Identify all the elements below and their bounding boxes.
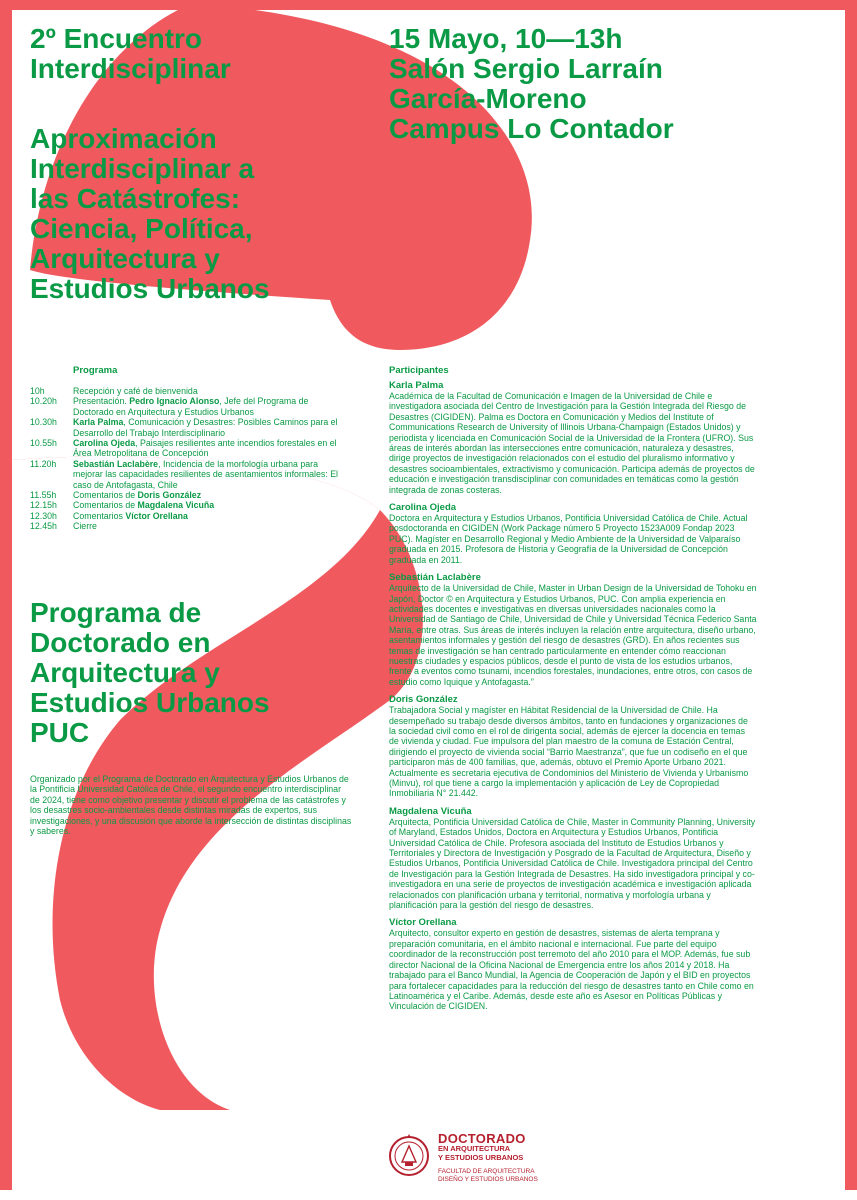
event-title-line: 2º Encuentro — [30, 23, 203, 54]
logo-faculty-1: FACULTAD DE ARQUITECTURA — [438, 1168, 535, 1175]
program-section — [30, 365, 345, 532]
participant-entry — [389, 917, 757, 1011]
schedule-row — [30, 500, 345, 510]
schedule-row — [30, 521, 345, 531]
participant-entry — [389, 572, 757, 687]
participant-entry — [389, 380, 757, 495]
participant-bio: Doctora en Arquitectura y Estudios Urbanos, Pontificia Universidad Católica de Chile. Actual posdoctoranda en CIGIDEN (Work Package número 5 Proyecto 1523A009 Fondap 2023 PUC). Magíster en Desarrollo Regional y Medio Ambiente de la Universidad de Valparaíso graduada en 2015. Profesora de Historia y Geografía de la Universidad de Concepción graduada en 2011. — [389, 513, 748, 565]
schedule-description — [73, 521, 345, 531]
participants-list — [389, 380, 757, 1012]
participant-bio: Arquitecto de la Universidad de Chile, Master in Urban Design de la Universidad de Tohoku en Japón, Doctor © en Arquitectura y Estudios Urbanos, PUC. Con amplia experiencia en actividades docentes e investigativas en diversas universidades nacionales como la Universidad de Santiago de Chile, Universidad de Chile y Universidad Técnica Federico Santa María, entre otras. Sus áreas de interés incluyen la relación entre arquitectura, diseño urbano, asentamientos informales y gestión del riesgo de desastres (GRD). En años recientes sus temas de investigación se han centrado particularmente en entender cómo reaccionan nuestras ciudades y espacios públicos, desde el punto de vista de los estudios urbanos, frente a eventos como tsunami, incendios forestales, inundaciones, entre otros, con casos de estudio como Iquique y Antofagasta.” — [389, 583, 757, 687]
schedule-description — [73, 386, 345, 396]
schedule-speaker: Pedro Ignacio Alonso — [129, 396, 220, 407]
event-subtitle-line: Interdisciplinar a — [30, 153, 255, 184]
event-subtitle-line: Estudios Urbanos — [30, 273, 270, 304]
event-subtitle — [30, 124, 370, 304]
participant-bio: Arquitecta, Pontificia Universidad Católica de Chile, Master in Community Planning, University of Maryland, Estados Unidos, Doctora en Arquitectura y Estudios Urbanos, Pontificia Universidad Católica de Chile. Profesora asociada del Instituto de Estudios Urbanos y Territoriales y Directora de Investigación y Posgrado de la Facultad de Arquitectura, Diseño y Estudios Urbanos, Pontificia Universidad Católica de Chile. Investigadora principal del Centro de Investigación para la Gestión Integrada de Desastres. Ha sido investigadora principal y co-investigadora en una serie de proyectos de investigación académica e investigación aplicada relacionados con planificación urbana y territorial, normativa y morfología urbana y planificación para la gestión del riesgo de desastres. — [389, 816, 756, 911]
schedule-time: 12.15h — [30, 500, 57, 511]
doctorado-title-line: Arquitectura y — [30, 657, 220, 688]
schedule-time: 11.55h — [30, 490, 57, 501]
participants-section — [389, 365, 757, 1012]
participant-name: Magdalena Vicuña — [389, 805, 472, 817]
event-info — [389, 24, 829, 144]
event-venue-line: Salón Sergio Larraín — [389, 53, 663, 84]
participant-name: Sebastián Laclabère — [389, 572, 481, 584]
schedule-text: Comentarios de — [73, 500, 138, 511]
schedule-time: 10.30h — [30, 417, 57, 428]
participant-entry — [389, 502, 757, 565]
event-subtitle-line: Arquitectura y — [30, 243, 220, 274]
schedule-text: , Incidencia de la morfología urbana para mejorar las capacidades resilientes de asentamientos informales: El caso de Antofagasta, Chile — [73, 458, 339, 490]
schedule-speaker: Sebastián Laclabère — [73, 458, 159, 469]
program-logo — [388, 1130, 588, 1190]
schedule-text: Cierre — [73, 521, 97, 532]
schedule-row — [30, 459, 345, 490]
event-title — [30, 24, 370, 84]
doctorado-title-line: Programa de — [30, 597, 202, 628]
logo-subtitle-1: EN ARQUITECTURA — [438, 1144, 511, 1153]
participant-entry — [389, 806, 757, 911]
schedule-time: 12.45h — [30, 521, 57, 532]
participant-name: Víctor Orellana — [389, 917, 457, 929]
schedule-row — [30, 386, 345, 396]
doctorado-title-line: Estudios Urbanos — [30, 687, 270, 718]
participant-bio: Trabajadora Social y magíster en Hábitat Residencial de la Universidad de Chile. Ha desempeñado su trabajo desde diversos ámbitos, tanto en fundaciones y organizaciones de la sociedad civil como en el rol de dirigenta social, además de ejercer la docencia en temas de vivienda y ciudad. Fue impulsora del plan maestro de la comuna de Estación Central, dirigiendo el proyecto de vivienda social “Barrio Maestranza”, que fue un codiseño en el que participaron más de 400 familias, que, además, obtuvo el Premio Aporte Urbano 2021. Actualmente es secretaria ejecutiva de Condominios del Ministerio de Vivienda y Urbanismo (Minvu), rol que tiene a cargo la implementación y aplicación de Ley de Copropiedad Inmobiliaria N° 21.442. — [389, 705, 749, 799]
doctorado-section — [30, 598, 360, 836]
program-schedule — [30, 386, 345, 532]
schedule-text: Comentarios de — [73, 490, 138, 501]
schedule-text: , Jefe del Programa de Doctorado en Arquitectura y Estudios Urbanos — [73, 396, 309, 417]
participant-name: Doris González — [389, 694, 458, 706]
schedule-description — [73, 511, 345, 521]
schedule-time: 12.30h — [30, 510, 57, 521]
logo-faculty-2: DISEÑO Y ESTUDIOS URBANOS — [438, 1175, 538, 1183]
schedule-row — [30, 490, 345, 500]
schedule-description — [73, 396, 345, 417]
schedule-description — [73, 459, 345, 490]
event-subtitle-line: las Catástrofes: — [30, 183, 241, 214]
doctorado-description: Organizado por el Programa de Doctorado en Arquitectura y Estudios Urbanos de la Pontificia Universidad Católica de Chile, el segundo encuentro interdisciplinar de 2024, tiene como objetivo presentar y discutir el problema de las catástrofes y los desastres socio-ambientales desde distintas miradas de expertos, sus investigaciones, y una discusión que aborde la intersección de distintas disciplinas y saberes. — [30, 774, 352, 837]
university-seal-icon — [388, 1132, 430, 1184]
participant-name: Karla Palma — [389, 380, 444, 391]
participant-name: Carolina Ojeda — [389, 502, 457, 514]
event-subtitle-line: Aproximación — [30, 123, 217, 154]
schedule-speaker: Magdalena Vicuña — [137, 500, 215, 511]
schedule-time: 10.20h — [30, 396, 57, 407]
doctorado-title-line: PUC — [30, 717, 90, 748]
event-venue-line: García-Moreno — [389, 83, 587, 114]
program-label: Programa — [73, 365, 118, 376]
schedule-row — [30, 511, 345, 521]
participants-label: Participantes — [389, 365, 449, 376]
schedule-time: 10h — [30, 386, 45, 396]
doctorado-title-line: Doctorado en — [30, 627, 211, 658]
schedule-description — [73, 500, 345, 510]
logo-title: DOCTORADO — [438, 1131, 526, 1146]
event-subtitle-line: Ciencia, Política, — [30, 213, 253, 244]
schedule-speaker: Carolina Ojeda — [73, 438, 136, 449]
logo-subtitle-2: Y ESTUDIOS URBANOS — [438, 1152, 524, 1162]
schedule-row — [30, 396, 345, 417]
schedule-text: , Comunicación y Desastres: Posibles Caminos para el Desarrollo del Trabajo Interdisciplinario — [73, 417, 338, 438]
schedule-row — [30, 438, 345, 459]
participant-bio: Arquitecto, consultor experto en gestión de desastres, sistemas de alerta temprana y preparación comunitaria, en el ámbito nacional e internacional. Fue parte del equipo coordinador de la reconstrucción post terremoto del año 2010 para el MOP. Además, fue sub director Nacional de la Oficina Nacional de Emergencia entre los años 2014 y 2018. Ha trabajado para el Banco Mundial, la Agencia de Cooperación de Japón y el BID en proyectos para fortalecer capacidades para la reducción del riesgo de desastres tanto en Chile como en Latinoamérica y el Caribe. Además, desde este año es Asesor en Políticas Públicas y Vinculación de CIGIDEN. — [389, 928, 754, 1012]
schedule-text: Comentarios — [73, 510, 126, 521]
participant-bio: Académica de la Facultad de Comunicación e Imagen de la Universidad de Chile e investigadora asociada del Centro de Investigación para la Gestión Integrada del Riesgo de Desastres (CIGIDEN). Palma es Doctora en Comunicación y Medios del Institute of Communications Research de University of Illinois Urbana-Champaign (Estados Unidos) y periodista y licenciada en Comunicación Social de la Universidad de la Frontera (UFRO). Sus áreas de interés abordan las intersecciones entre comunicación, naturaleza y desastres, dirige proyectos de investigación relacionados con el estudio del pluralismo informativo y desastres socioambientales, extractivismo y comunicación. Participa además de proyectos de educación e investigación transdisciplinar con comunidades en temáticas como la gestión integrada de zonas costeras. — [389, 391, 755, 495]
schedule-text: , Paisajes resilientes ante incendios forestales en el Área Metropolitana de Concepción — [73, 438, 337, 459]
event-campus: Campus Lo Contador — [389, 113, 674, 144]
schedule-description — [73, 438, 345, 459]
schedule-speaker: Doris González — [137, 490, 202, 501]
schedule-row — [30, 417, 345, 438]
event-title-line: Interdisciplinar — [30, 53, 231, 84]
schedule-description — [73, 417, 345, 438]
schedule-speaker: Víctor Orellana — [125, 510, 188, 521]
schedule-time: 11.20h — [30, 458, 57, 469]
schedule-description — [73, 490, 345, 500]
schedule-text: Recepción y café de bienvenida — [73, 386, 198, 396]
schedule-text: Presentación. — [73, 396, 130, 407]
participant-entry — [389, 694, 757, 799]
event-date: 15 Mayo, 10—13h — [389, 23, 623, 54]
schedule-time: 10.55h — [30, 438, 57, 449]
schedule-speaker: Karla Palma — [73, 417, 124, 428]
